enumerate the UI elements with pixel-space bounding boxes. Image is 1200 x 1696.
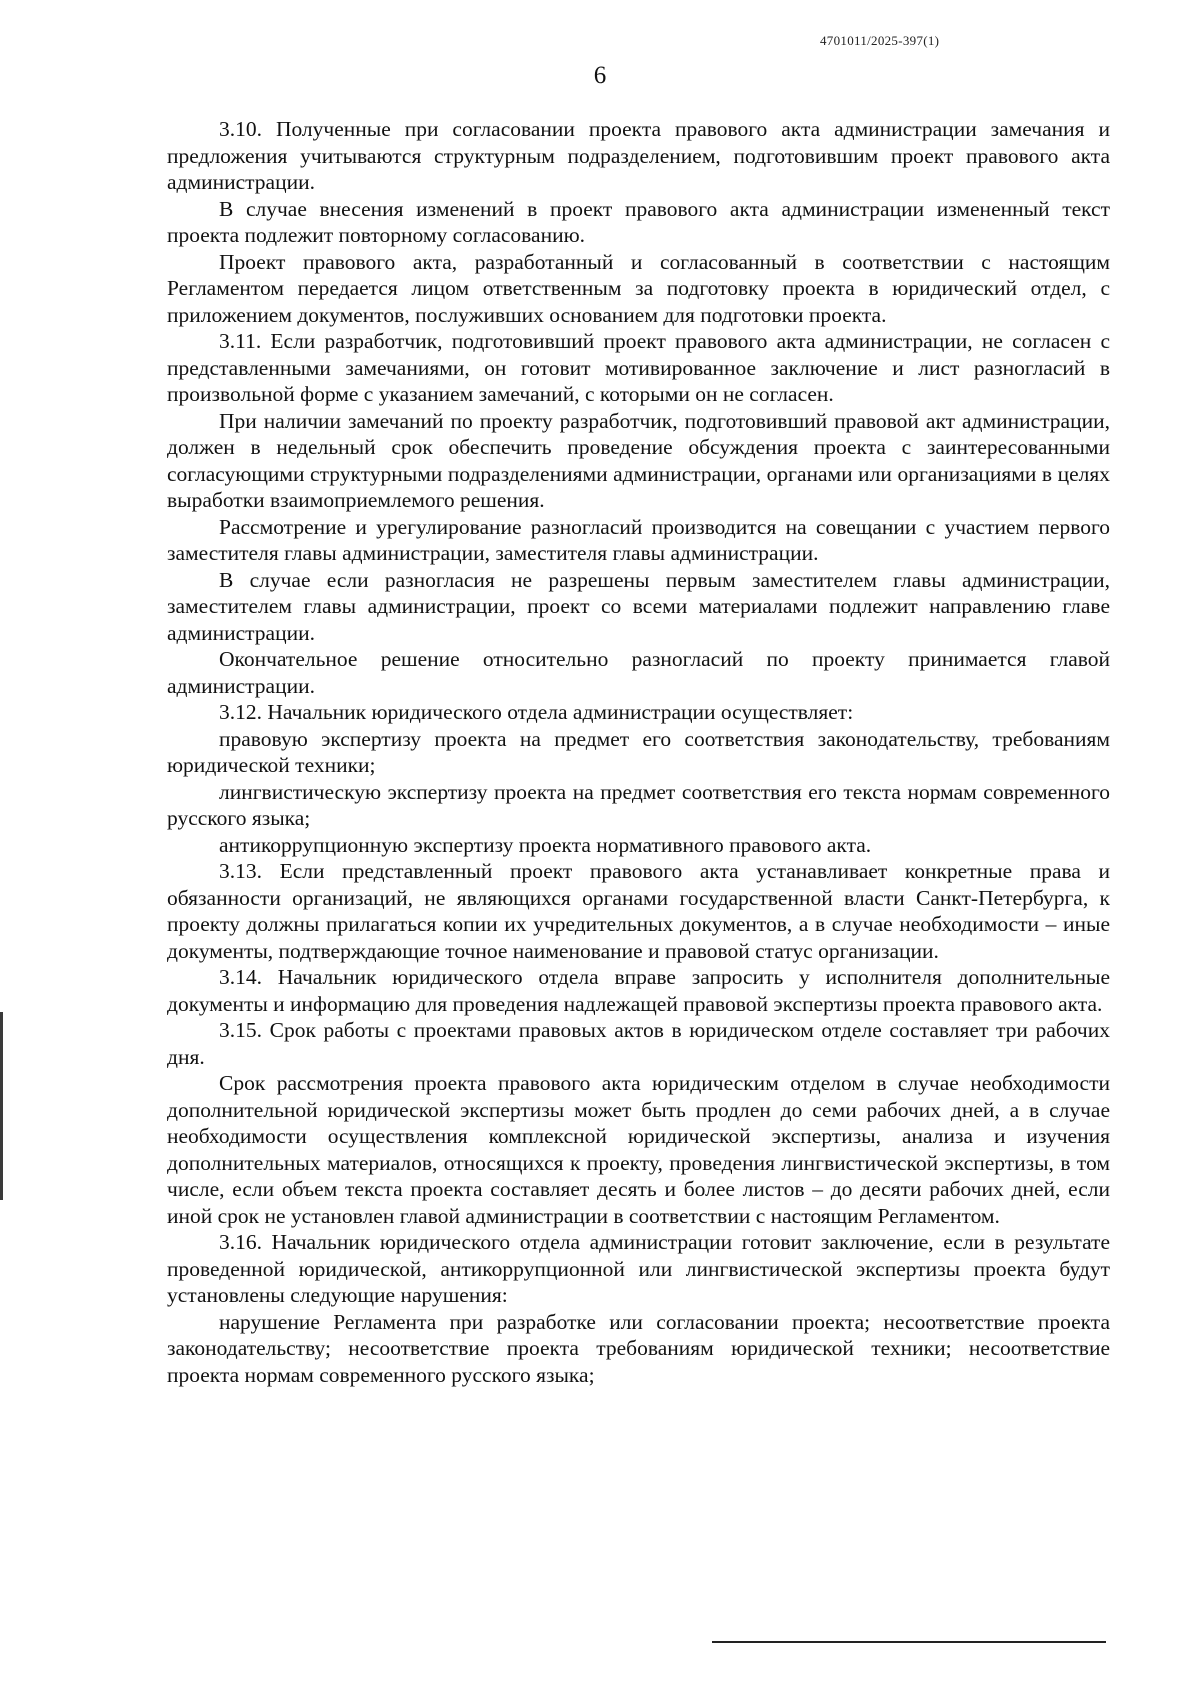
scan-edge-mark — [0, 1012, 3, 1200]
paragraph-3-13: 3.13. Если представленный проект правового акта устанавливает конкретные права и обязанности организаций, не являющихся органами государственной власти Санкт-Петербурга, к проекту должны прилагаться копии их учредительных документов, а в случае необходимости – иные документы, подтверждающие точное наименование и правовой статус организации. — [167, 859, 1110, 963]
paragraph-review-term: Срок рассмотрения проекта правового акта юридическим отделом в случае необходимости дополнительной юридической экспертизы может быть продлен до семи рабочих дней, а в случае необходимости осуществления комплексной юридической экспертизы, анализа и изучения дополнительных материалов, относящихся к проекту, проведения лингвистической экспертизы, в том числе, если объем текста проекта составляет десять и более листов – до десяти рабочих дней, если иной срок не установлен главой администрации в соответствии с настоящим Регламентом. — [167, 1071, 1110, 1228]
paragraph-unresolved: В случае если разногласия не разрешены первым заместителем главы администрации, заместителем главы администрации, проект со всеми материалами подлежит направлению главе администрации. — [167, 567, 1110, 645]
paragraph-meeting: Рассмотрение и урегулирование разногласий производится на совещании с участием первого заместителя главы администрации, заместителя главы администрации. — [167, 514, 1110, 565]
paragraph-final-decision: Окончательное решение относительно разногласий по проекту принимается главой администрации. — [167, 647, 1110, 698]
paragraph-3-14: 3.14. Начальник юридического отдела вправе запросить у исполнителя дополнительные документы и информацию для проведения надлежащей правовой экспертизы проекта правового акта. — [167, 965, 1110, 1016]
document-registration-number: 4701011/2025-397(1) — [820, 33, 940, 48]
document-body — [167, 116, 1110, 1388]
paragraph-changes-reapproval: В случае внесения изменений в проект правового акта администрации измененный текст проекта подлежит повторному согласованию. — [167, 196, 1110, 247]
paragraph-3-10: 3.10. Полученные при согласовании проекта правового акта администрации замечания и предложения учитываются структурным подразделением, подготовившим проект правового акта администрации. — [167, 117, 1110, 194]
paragraph-discussion: При наличии замечаний по проекту разработчик, подготовивший правовой акт администрации, должен в недельный срок обеспечить проведение обсуждения проекта с заинтересованными согласующими структурными подразделениями администрации, органами или организациями в целях выработки взаимоприемлемого решения. — [167, 408, 1110, 512]
list-item-linguistic-expertise: лингвистическую экспертизу проекта на предмет соответствия его текста нормам современного русского языка; — [167, 779, 1110, 830]
paragraph-violations-list: нарушение Регламента при разработке или согласовании проекта; несоответствие проекта законодательству; несоответствие проекта требованиям юридической техники; несоответствие проекта нормам современного русского языка; — [167, 1309, 1110, 1387]
paragraph-3-16: 3.16. Начальник юридического отдела администрации готовит заключение, если в результате проведенной юридической, антикоррупционной или лингвистической экспертизы проекта будут установлены следующие нарушения: — [167, 1230, 1110, 1307]
paragraph-transfer-to-legal: Проект правового акта, разработанный и согласованный в соответствии с настоящим Регламентом передается лицом ответственным за подготовку проекта в юридический отдел, с приложением документов, послуживших основанием для подготовки проекта. — [167, 249, 1110, 327]
paragraph-3-15: 3.15. Срок работы с проектами правовых актов в юридическом отделе составляет три рабочих дня. — [167, 1018, 1110, 1069]
list-item-legal-expertise: правовую экспертизу проекта на предмет его соответствия законодательству, требованиям юридической техники; — [167, 726, 1110, 777]
page-number: 6 — [593, 62, 607, 89]
footer-divider — [712, 1641, 1106, 1643]
paragraph-3-12: 3.12. Начальник юридического отдела администрации осуществляет: — [219, 700, 854, 724]
list-item-anticorruption-expertise: антикоррупционную экспертизу проекта нормативного правового акта. — [219, 832, 872, 857]
paragraph-3-11: 3.11. Если разработчик, подготовивший проект правового акта администрации, не согласен с представленными замечаниями, он готовит мотивированное заключение и лист разногласий в произвольной форме с указанием замечаний, с которыми он не согласен. — [167, 329, 1110, 406]
